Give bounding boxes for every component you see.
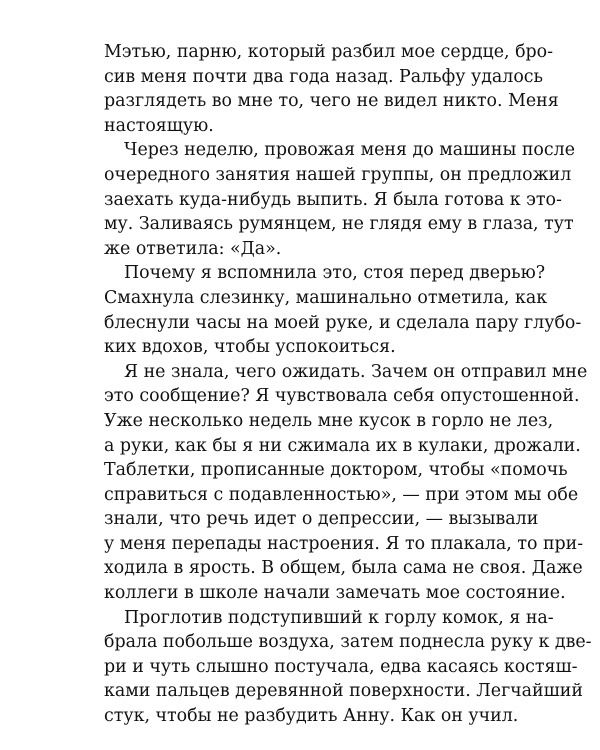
text-line: сив меня почти два года назад. Ральфу удалось — [104, 66, 544, 87]
text-line: же ответила: «Да». — [104, 238, 282, 259]
text-line: Почему я вспомнила это, стоя перед дверью? — [124, 263, 546, 284]
text-line: Мэтью, парню, который разбил мое сердце, бро- — [104, 42, 554, 62]
text-line: ких вдохов, чтобы успокоиться. — [104, 337, 396, 358]
text-line: Я не знала, чего ожидать. Зачем он отправил мне — [124, 361, 588, 382]
page-text — [104, 40, 592, 729]
text-line: настоящую. — [104, 115, 214, 136]
text-line: это сообщение? Я чувствовала себя опустошенной. — [104, 386, 580, 407]
text-line: коллеги в школе начали замечать мое состояние. — [104, 583, 566, 604]
text-line: блеснули часы на моей руке, и сделала пару глубо- — [104, 312, 582, 333]
text-line: брала побольше воздуха, затем поднесла руку к две- — [104, 632, 592, 653]
paragraph-2 — [104, 138, 575, 261]
text-line: Смахнула слезинку, машинально отметила, как — [104, 287, 548, 308]
text-line: ходила в ярость. В общем, была сама не своя. Даже — [104, 558, 583, 579]
text-line: стук, чтобы не разбудить Анну. Как он учил. — [104, 706, 519, 727]
text-line: очередного занятия нашей группы, он предложил — [104, 164, 572, 185]
text-line: ками пальцев деревянной поверхности. Легчайший — [104, 681, 583, 702]
paragraph-3 — [104, 261, 582, 359]
text-line: му. Заливаясь румянцем, не глядя ему в глаза, тут — [104, 214, 574, 235]
text-line: заехать куда-нибудь выпить. Я была готова к это- — [104, 189, 562, 210]
text-line: знали, что речь идет о депрессии, — вызывали — [104, 509, 539, 530]
text-line: разглядеть во мне то, чего не видел никто. Меня — [104, 91, 559, 112]
paragraph-5 — [104, 606, 592, 729]
text-line: Таблетки, прописанные доктором, чтобы «помочь — [104, 460, 568, 481]
text-line: Проглотив подступивший к горлу комок, я на- — [124, 607, 554, 628]
text-line: Через неделю, провожая меня до машины после — [124, 140, 575, 161]
text-line: у меня перепады настроения. Я то плакала, то при- — [104, 533, 584, 554]
text-line: а руки, как бы я ни сжимала их в кулаки, дрожали. — [104, 435, 581, 456]
paragraph-1 — [104, 40, 559, 138]
text-line: ри и чуть слышно постучала, едва касаясь костяш- — [104, 656, 578, 677]
paragraph-4 — [104, 360, 588, 606]
text-line: Уже несколько недель мне кусок в горло не лез, — [104, 410, 554, 431]
text-line: справиться с подавленностью», — при этом мы обе — [104, 484, 579, 505]
